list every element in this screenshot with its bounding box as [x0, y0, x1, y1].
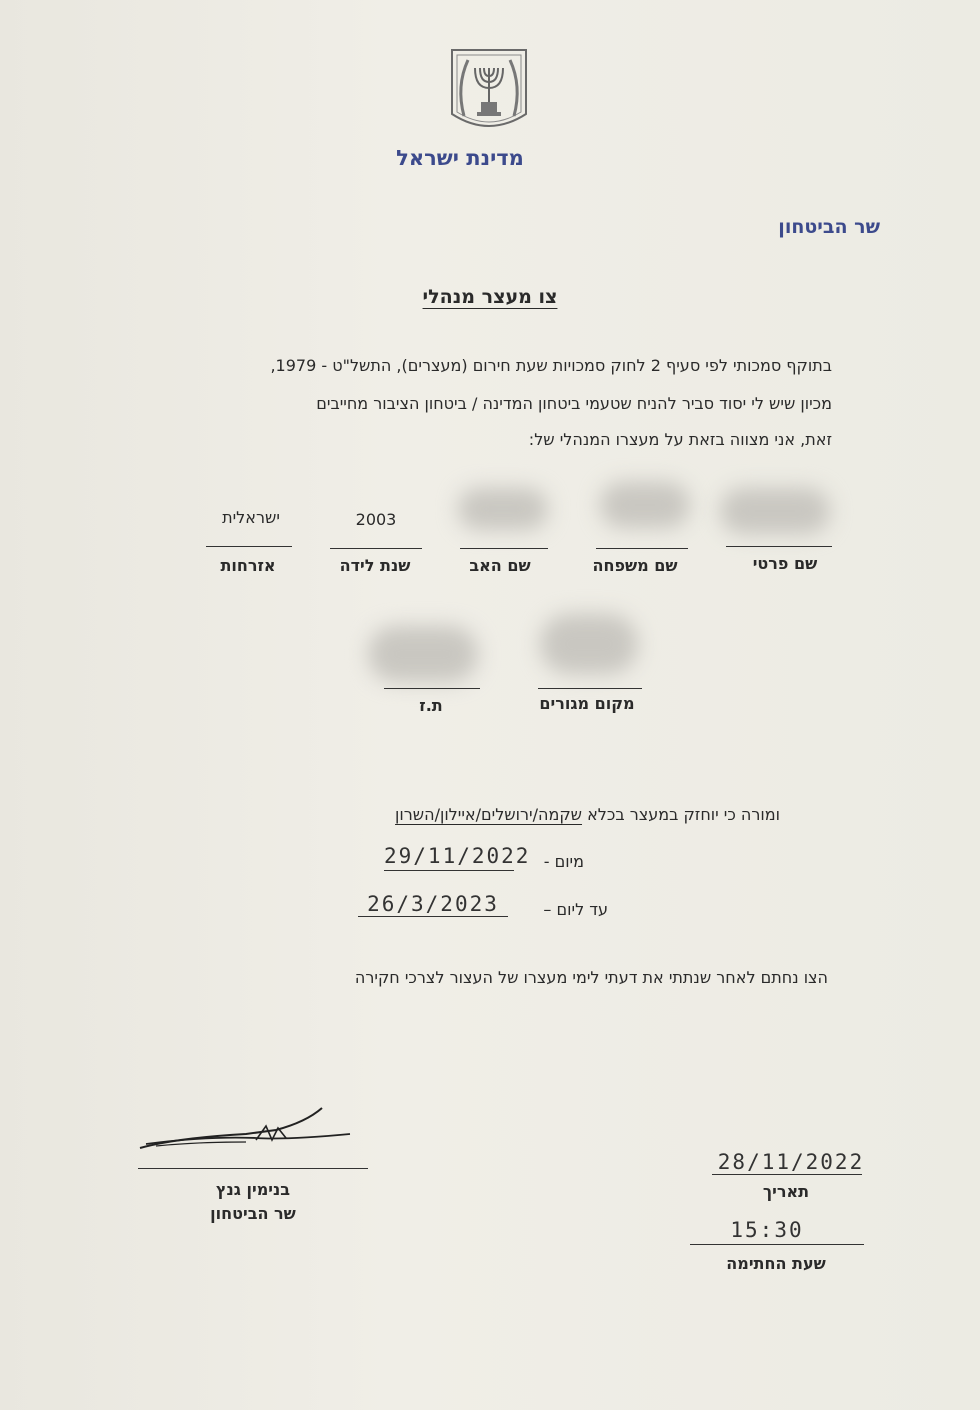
last-name-label: שם משפחה — [592, 556, 678, 575]
id-label: ת.ז — [419, 696, 443, 715]
father-name-line — [460, 548, 548, 549]
signatory-role: שר הביטחון — [210, 1204, 296, 1223]
signing-date-value: 28/11/2022 — [717, 1150, 865, 1174]
to-date-line — [358, 916, 508, 917]
signing-time-line — [690, 1244, 864, 1245]
handwritten-signature-icon — [136, 1100, 364, 1160]
detention-place-prefix: ומורה כי יוחזק במעצר בכלא — [587, 805, 780, 824]
signing-time-value: 15:30 — [730, 1218, 804, 1242]
id-redaction — [368, 626, 478, 682]
last-name-redaction — [600, 482, 690, 528]
body-line: בתוקף סמכותי לפי סעיף 2 לחוק סמכויות שעת חירום (מעצרים), התשל"ט - 1979, — [270, 356, 832, 375]
birth-year-label: שנת לידה — [339, 556, 411, 575]
from-date-label: מיום - — [543, 852, 584, 871]
detention-place-line — [395, 805, 780, 824]
signing-date-line — [712, 1174, 862, 1175]
citizenship-label: אזרחות — [220, 556, 276, 575]
id-line — [384, 688, 480, 689]
signatory-name: בנימין גנץ — [215, 1180, 291, 1199]
birth-year-value: 2003 — [355, 510, 397, 529]
father-name-redaction — [458, 488, 548, 530]
from-date-value: 29/11/2022 — [384, 844, 531, 868]
residence-label: מקום מגורים — [539, 694, 635, 713]
from-date-line — [384, 870, 514, 871]
residence-redaction — [540, 614, 638, 674]
last-name-line — [596, 548, 688, 549]
to-date-value: 26/3/2023 — [367, 892, 499, 916]
minister-office: שר הביטחון — [778, 216, 880, 238]
body-line: מכיון שיש לי יסוד סביר להניח שטעמי ביטחון המדינה / ביטחון הציבור מחייבים — [316, 394, 832, 413]
citizenship-line — [206, 546, 292, 547]
birth-year-line — [330, 548, 422, 549]
to-date-label: עד ליום – — [543, 900, 608, 919]
signing-date-label: תאריך — [762, 1182, 810, 1201]
state-emblem-icon — [448, 46, 530, 138]
father-name-label: שם האב — [469, 556, 531, 575]
first-name-label: שם פרטי — [752, 554, 818, 573]
first-name-line — [726, 546, 832, 547]
document-title: צו מעצר מנהלי — [422, 286, 558, 308]
signing-time-label: שעת החתימה — [726, 1254, 826, 1273]
body-line: זאת, אני מצווה בזאת על מעצרו המנהלי של: — [528, 430, 832, 449]
citizenship-value: ישראלית — [222, 508, 280, 527]
interrogation-note: הצו נחתם לאחר שנתתי את דעתי לימי מעצרו של העצור לצרכי חקירה — [354, 968, 828, 987]
state-name: מדינת ישראל — [396, 146, 524, 170]
detention-place: שקמה/ירושלים/איילון/השרון — [395, 805, 583, 824]
signature-line — [138, 1168, 368, 1169]
residence-line — [538, 688, 642, 689]
first-name-redaction — [720, 488, 830, 534]
